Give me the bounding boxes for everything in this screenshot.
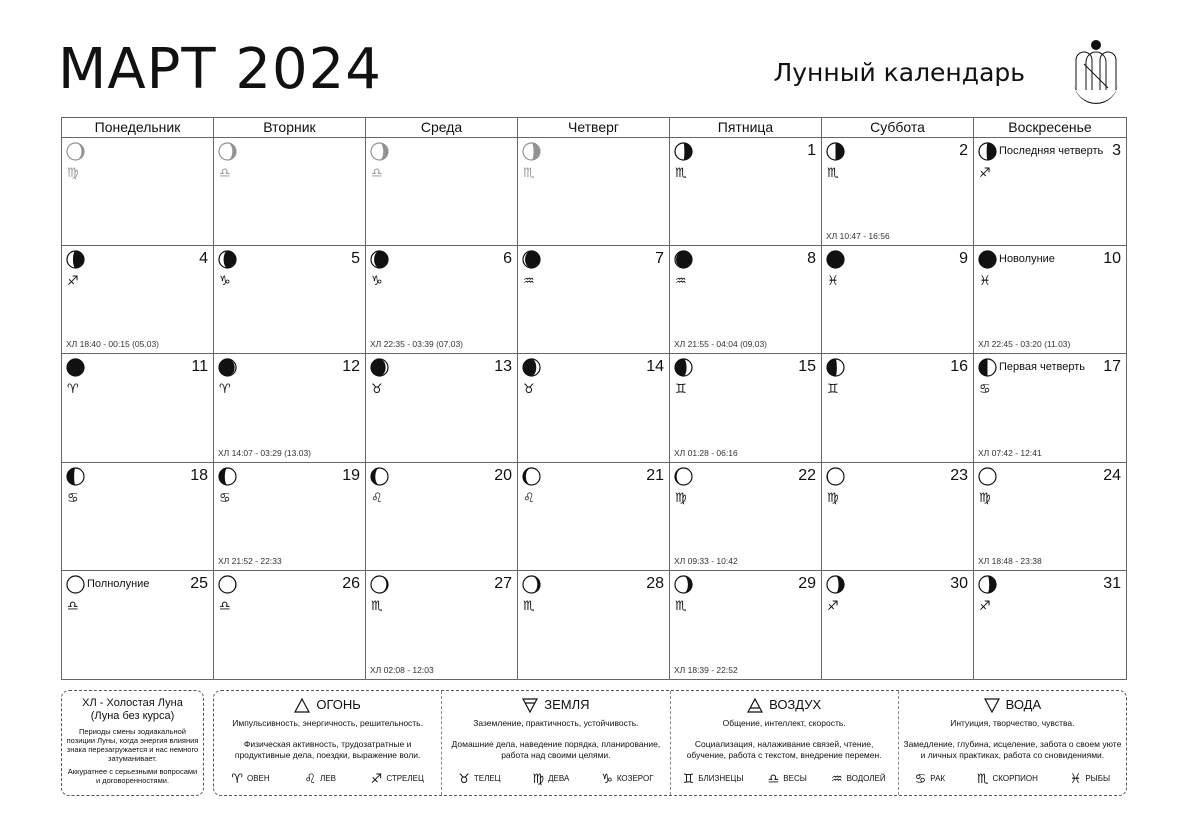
day-cell[interactable]: [366, 354, 518, 462]
moon-phase-icon: [66, 358, 85, 377]
zodiac-icon: ♋: [979, 382, 991, 398]
zodiac-name: ВЕСЫ: [783, 774, 807, 783]
void-legend-subtitle: (Луна без курса): [90, 710, 175, 722]
zodiac-sign: [304, 773, 336, 786]
zodiac-icon: ♒: [675, 274, 687, 290]
day-number: 29: [798, 574, 816, 592]
logo-icon: [1066, 38, 1126, 108]
zodiac-icon: ♌: [523, 490, 535, 506]
day-cell[interactable]: [974, 463, 1126, 571]
moon-phase-label: Последняя четверть: [999, 145, 1104, 157]
zodiac-icon: ♏: [523, 598, 535, 614]
day-cell[interactable]: [822, 354, 974, 462]
zodiac-name: ДЕВА: [548, 774, 570, 783]
zodiac-icon: ♉: [458, 772, 470, 787]
moon-phase-icon: [826, 142, 845, 161]
element-activity: Социализация, налаживание связей, чтение, обучение, работа с текстом, внедрение перемен.: [686, 739, 882, 760]
moon-phase-icon: [66, 575, 85, 594]
moon-phase-icon: [218, 142, 237, 161]
earth-triangle-icon: [522, 698, 538, 713]
element-description: Заземление, практичность, устойчивость.: [473, 718, 639, 728]
element-name: ОГОНЬ: [316, 697, 361, 712]
zodiac-name: БЛИЗНЕЦЫ: [698, 774, 744, 783]
day-cell[interactable]: [670, 354, 822, 462]
zodiac-sign: [1070, 773, 1110, 786]
zodiac-icon: ♐: [979, 598, 991, 614]
day-cell[interactable]: [214, 463, 366, 571]
day-cell[interactable]: [670, 138, 822, 246]
zodiac-icon: ♈: [219, 382, 231, 398]
moon-phase-icon: [674, 142, 693, 161]
void-of-course-time: ХЛ 18:48 - 23:38: [978, 555, 1042, 566]
day-number: 9: [959, 250, 968, 268]
elements-legend: [213, 690, 1127, 796]
weekday-header: Среда: [366, 118, 518, 138]
zodiac-icon: ♋: [67, 490, 79, 506]
day-number: 20: [494, 466, 512, 484]
moon-phase-icon: [218, 575, 237, 594]
weekday-header: Четверг: [518, 118, 670, 138]
moon-phase-icon: [218, 467, 237, 486]
zodiac-icon: ♍: [532, 772, 545, 787]
moon-phase-icon: [978, 142, 997, 161]
day-cell[interactable]: [62, 138, 214, 246]
zodiac-icon: ♏: [976, 772, 989, 787]
day-cell[interactable]: [974, 138, 1126, 246]
zodiac-icon: ♐: [979, 166, 991, 181]
day-number: 6: [503, 250, 512, 268]
zodiac-name: ЛЕВ: [320, 774, 336, 783]
day-cell[interactable]: [822, 463, 974, 571]
day-cell[interactable]: [62, 354, 214, 462]
moon-phase-icon: [674, 575, 693, 594]
moon-phase-icon: [66, 142, 85, 161]
element-activity: Домашние дела, наведение порядка, планирование, работа над своими целями.: [451, 739, 661, 760]
void-legend-title: ХЛ - Холостая Луна: [82, 697, 183, 709]
day-number: 11: [191, 358, 208, 376]
zodiac-sign: [231, 773, 269, 786]
zodiac-icon: ♍: [675, 490, 687, 506]
day-cell[interactable]: [670, 463, 822, 571]
zodiac-name: РЫБЫ: [1085, 774, 1111, 783]
moon-phase-icon: [674, 467, 693, 486]
zodiac-sign: [532, 773, 569, 786]
zodiac-icon: ♓: [979, 274, 991, 290]
zodiac-name: РАК: [930, 774, 946, 783]
void-of-course-time: ХЛ 02:08 - 12:03: [370, 664, 434, 675]
day-number: 31: [1103, 574, 1121, 592]
day-number: 12: [342, 358, 360, 376]
moon-phase-label: Новолуние: [999, 253, 1055, 266]
element-air: [671, 691, 899, 795]
zodiac-icon: ♒: [830, 772, 843, 787]
zodiac-name: ТЕЛЕЦ: [473, 774, 501, 783]
zodiac-sign: [977, 773, 1038, 786]
air-triangle-icon: [747, 698, 763, 713]
day-cell[interactable]: [518, 571, 670, 679]
void-of-course-time: ХЛ 10:47 - 16:56: [826, 231, 890, 242]
void-legend-text: Периоды смены зодиакальной позиции Луны, когда энергия влияния знака перезагружается и нас немного затуманивает.: [66, 727, 199, 763]
page-title: МАРТ 2024: [58, 37, 382, 102]
day-number: 3: [1112, 142, 1121, 159]
day-number: 2: [959, 142, 968, 159]
element-name: ВОДА: [1005, 697, 1042, 712]
day-number: 24: [1103, 466, 1121, 484]
zodiac-name: СТРЕЛЕЦ: [386, 774, 424, 783]
day-cell[interactable]: [214, 354, 366, 462]
calendar-grid: [61, 117, 1127, 680]
day-number: 8: [807, 250, 816, 268]
void-of-course-time: ХЛ 18:39 - 22:52: [674, 664, 738, 675]
day-cell[interactable]: [822, 138, 974, 246]
moon-phase-icon: [522, 575, 541, 594]
weekday-header: Пятница: [670, 118, 822, 138]
zodiac-sign: [371, 773, 424, 786]
zodiac-name: КОЗЕРОГ: [616, 774, 654, 783]
moon-phase-icon: [218, 358, 237, 377]
zodiac-icon: ♏: [371, 598, 383, 614]
day-cell[interactable]: [974, 246, 1126, 354]
weekday-header: Воскресенье: [974, 118, 1126, 138]
zodiac-icon: ♑: [219, 274, 231, 290]
day-cell[interactable]: [366, 463, 518, 571]
moon-phase-icon: [826, 467, 845, 486]
day-cell[interactable]: [366, 571, 518, 679]
moon-phase-icon: [978, 467, 997, 486]
element-earth: [442, 691, 670, 795]
zodiac-sign: [458, 773, 500, 786]
day-number: 26: [342, 574, 360, 592]
day-cell[interactable]: [214, 138, 366, 246]
zodiac-icon: ♏: [523, 166, 535, 181]
void-of-course-time: ХЛ 22:45 - 03:20 (11.03): [978, 339, 1071, 350]
moon-phase-label: Полнолуние: [87, 577, 150, 590]
day-number: 23: [950, 466, 968, 484]
zodiac-icon: ♎: [767, 772, 780, 787]
zodiac-icon: ♌: [371, 490, 383, 506]
day-cell[interactable]: [974, 571, 1126, 679]
zodiac-icon: ♏: [827, 166, 839, 181]
zodiac-icon: ♎: [219, 166, 231, 181]
void-legend-note: Аккуратнее с серьезными вопросами и договоренностями.: [67, 767, 198, 785]
element-activity: Замедление, глубина, исцеление, забота о своем уюте и личных практиках, работа со сновидениями.: [903, 739, 1122, 760]
day-number: 17: [1103, 358, 1121, 376]
element-water: [899, 691, 1126, 795]
zodiac-name: ВОДОЛЕЙ: [846, 774, 886, 783]
day-number: 15: [798, 358, 816, 376]
water-triangle-icon: [984, 698, 1000, 713]
zodiac-icon: ♊: [675, 382, 687, 398]
day-number: 4: [199, 250, 208, 268]
moon-phase-icon: [522, 142, 541, 161]
moon-phase-icon: [370, 358, 389, 377]
moon-phase-icon: [674, 250, 693, 269]
void-of-course-time: ХЛ 09:33 - 10:42: [674, 555, 738, 566]
zodiac-icon: ♏: [675, 598, 687, 614]
day-number: 10: [1103, 250, 1121, 268]
day-cell[interactable]: [518, 246, 670, 354]
void-moon-legend: [61, 690, 204, 796]
zodiac-icon: ♑: [601, 772, 613, 787]
zodiac-icon: ♑: [371, 274, 383, 290]
zodiac-sign: [768, 773, 807, 786]
moon-phase-icon: [674, 358, 693, 377]
zodiac-icon: ♐: [827, 598, 839, 614]
moon-phase-icon: [66, 250, 85, 269]
element-description: Импульсивность, энергичность, решительность.: [232, 718, 423, 728]
day-cell[interactable]: [214, 246, 366, 354]
weekday-header: Суббота: [822, 118, 974, 138]
zodiac-icon: ♊: [827, 382, 839, 398]
zodiac-icon: ♉: [371, 382, 383, 398]
zodiac-icon: ♏: [675, 166, 687, 181]
element-fire: [214, 691, 442, 795]
weekday-header: Понедельник: [62, 118, 214, 138]
day-number: 22: [798, 466, 816, 484]
zodiac-sign: [915, 773, 945, 786]
day-number: 30: [950, 574, 968, 592]
element-activity: Физическая активность, трудозатратные и продуктивные дела, поездки, выражение воли.: [234, 739, 421, 760]
day-cell[interactable]: [366, 138, 518, 246]
day-number: 18: [190, 466, 208, 484]
moon-phase-icon: [218, 250, 237, 269]
day-cell[interactable]: [518, 138, 670, 246]
day-cell[interactable]: [62, 463, 214, 571]
zodiac-icon: ♊: [682, 772, 695, 787]
day-cell[interactable]: [518, 354, 670, 462]
day-cell[interactable]: [518, 463, 670, 571]
day-number: 28: [646, 574, 664, 592]
zodiac-icon: ♎: [67, 598, 79, 614]
zodiac-icon: ♒: [523, 274, 535, 290]
day-cell[interactable]: [366, 246, 518, 354]
day-number: 27: [494, 574, 512, 592]
day-cell[interactable]: [974, 354, 1126, 462]
day-cell[interactable]: [822, 246, 974, 354]
moon-phase-icon: [522, 250, 541, 269]
zodiac-icon: ♐: [67, 274, 79, 290]
zodiac-icon: ♍: [67, 166, 79, 181]
void-of-course-time: ХЛ 18:40 - 00:15 (05.03): [66, 339, 159, 350]
day-cell[interactable]: [62, 246, 214, 354]
day-number: 5: [351, 250, 360, 268]
void-of-course-time: ХЛ 01:28 - 06:16: [674, 447, 738, 458]
moon-phase-label: Первая четверть: [999, 361, 1085, 374]
moon-phase-icon: [370, 575, 389, 594]
zodiac-icon: ♋: [914, 772, 927, 787]
moon-phase-icon: [522, 467, 541, 486]
element-description: Интуиция, творчество, чувства.: [950, 718, 1075, 728]
moon-phase-icon: [522, 358, 541, 377]
day-number: 25: [190, 574, 208, 592]
element-description: Общение, интеллект, скорость.: [722, 718, 846, 728]
void-of-course-time: ХЛ 07:42 - 12:41: [978, 447, 1042, 458]
moon-phase-icon: [370, 250, 389, 269]
moon-phase-icon: [978, 250, 997, 269]
zodiac-icon: ♉: [523, 382, 535, 398]
day-cell[interactable]: [670, 246, 822, 354]
zodiac-sign: [831, 773, 886, 786]
element-name: ЗЕМЛЯ: [544, 697, 590, 712]
weekday-header: Вторник: [214, 118, 366, 138]
void-of-course-time: ХЛ 22:35 - 03:39 (07.03): [370, 339, 463, 350]
day-number: 14: [646, 358, 664, 376]
day-number: 1: [807, 142, 816, 159]
void-of-course-time: ХЛ 21:55 - 04:04 (09.03): [674, 339, 767, 350]
moon-phase-icon: [66, 467, 85, 486]
zodiac-icon: ♌: [304, 772, 317, 787]
zodiac-icon: ♍: [827, 490, 839, 506]
day-number: 7: [655, 250, 664, 268]
zodiac-icon: ♈: [231, 772, 243, 787]
zodiac-name: ОВЕН: [247, 774, 270, 783]
void-of-course-time: ХЛ 14:07 - 03:29 (13.03): [218, 447, 311, 458]
day-cell[interactable]: [214, 571, 366, 679]
day-cell[interactable]: [62, 571, 214, 679]
day-cell[interactable]: [670, 571, 822, 679]
zodiac-icon: ♎: [371, 166, 383, 181]
zodiac-sign: [683, 773, 744, 786]
zodiac-icon: ♓: [827, 274, 839, 290]
day-number: 16: [950, 358, 968, 376]
moon-phase-icon: [978, 358, 997, 377]
zodiac-icon: ♓: [1069, 772, 1082, 787]
zodiac-icon: ♎: [219, 598, 231, 614]
moon-phase-icon: [978, 575, 997, 594]
fire-triangle-icon: [294, 698, 310, 713]
zodiac-icon: ♍: [979, 490, 991, 506]
zodiac-sign: [601, 773, 653, 786]
zodiac-icon: ♈: [67, 382, 79, 398]
day-cell[interactable]: [822, 571, 974, 679]
day-number: 21: [646, 466, 664, 484]
void-of-course-time: ХЛ 21:52 - 22:33: [218, 555, 282, 566]
day-number: 13: [494, 358, 512, 376]
zodiac-name: СКОРПИОН: [992, 774, 1038, 783]
element-name: ВОЗДУХ: [769, 697, 822, 712]
moon-phase-icon: [826, 358, 845, 377]
moon-phase-icon: [370, 467, 389, 486]
zodiac-icon: ♐: [370, 772, 383, 787]
moon-phase-icon: [826, 575, 845, 594]
page-subtitle: Лунный календарь: [773, 58, 1025, 87]
moon-phase-icon: [370, 142, 389, 161]
moon-phase-icon: [826, 250, 845, 269]
zodiac-icon: ♋: [219, 490, 231, 506]
day-number: 19: [342, 466, 360, 484]
